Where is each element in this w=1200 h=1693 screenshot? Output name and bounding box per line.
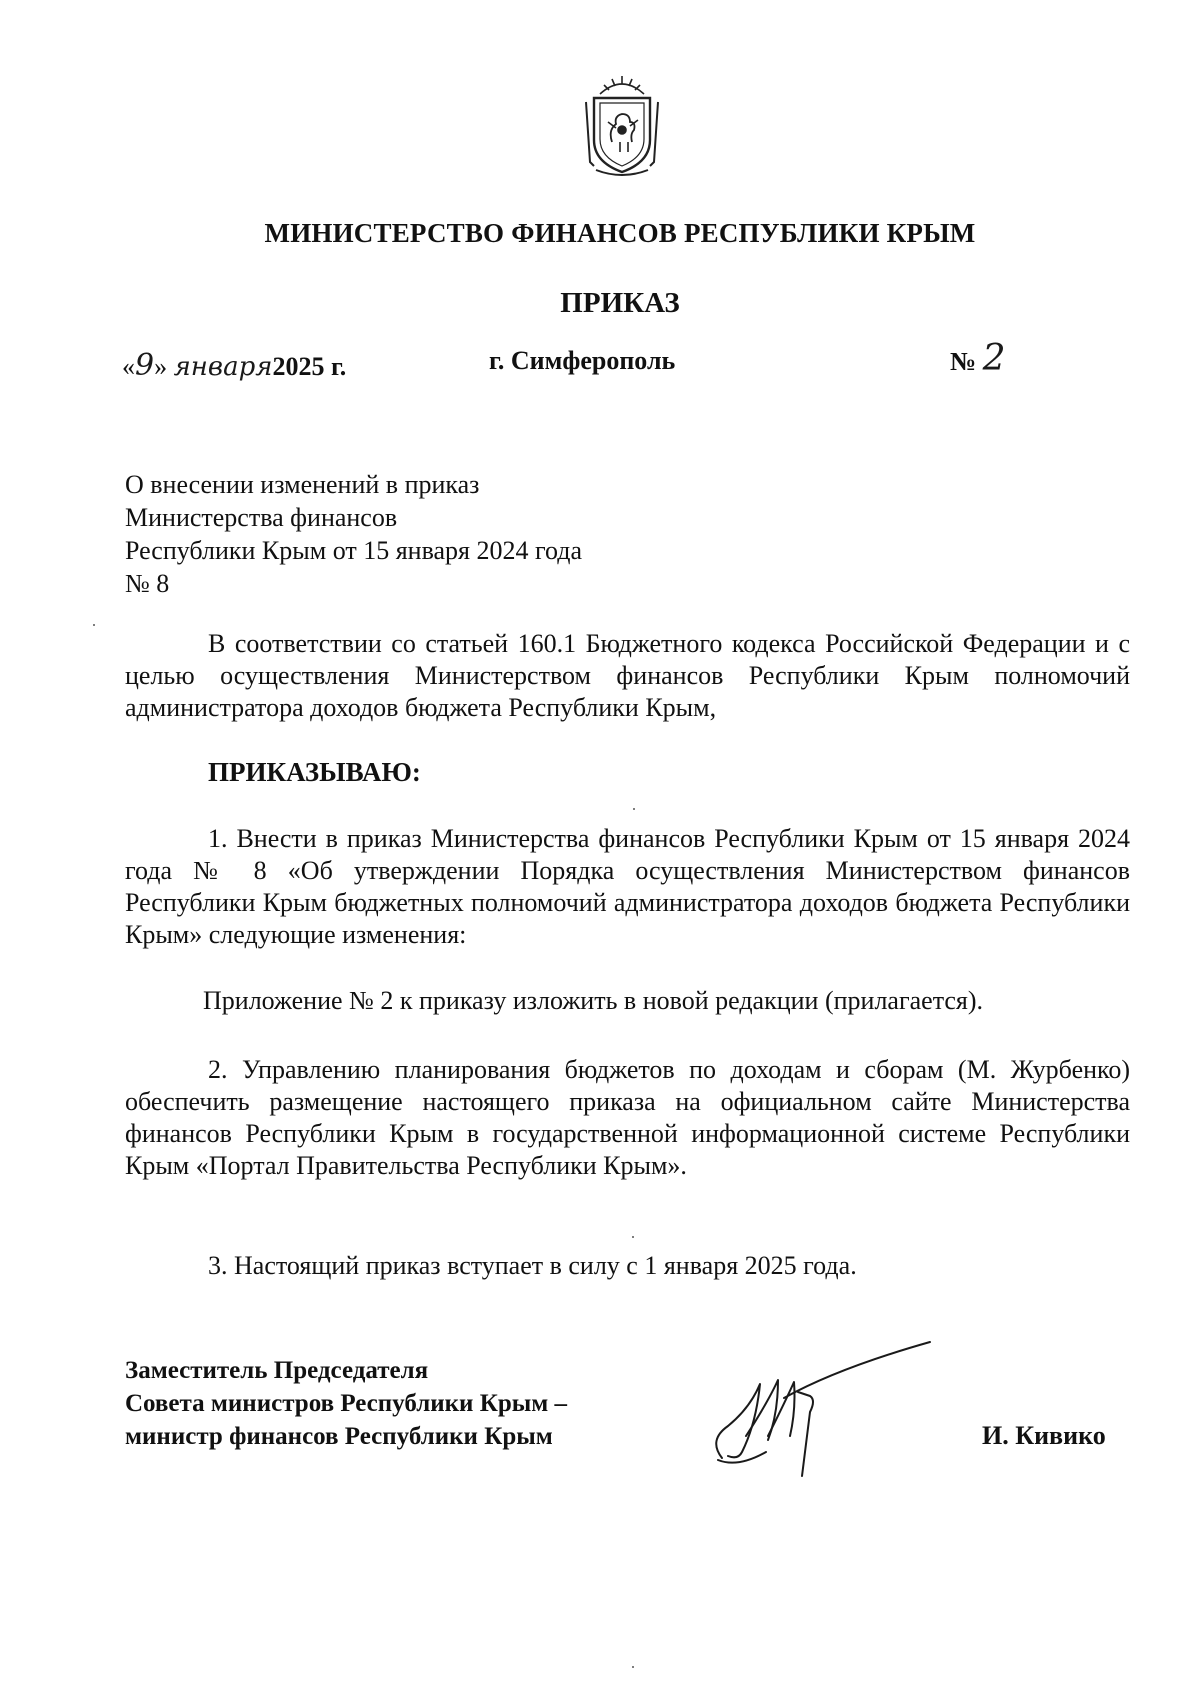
signatory-position-line: Заместитель Председателя [125,1357,429,1384]
scan-speck [632,1666,634,1668]
document-date [122,348,382,383]
item-3-paragraph: 3. Настоящий приказ вступает в силу с 1 января 2025 года. [208,1251,857,1280]
number-value: 2 [982,338,1006,379]
subject-line: № 8 [125,569,170,598]
ministry-name: МИНИСТЕРСТВО ФИНАНСОВ РЕСПУБЛИКИ КРЫМ [264,218,976,248]
document-subject [125,468,582,600]
item-1-subparagraph: Приложение № 2 к приказу изложить в новой редакции (прилагается). [203,986,984,1015]
date-open-quote: « [122,352,135,381]
scan-speck [633,808,635,810]
order-heading: ПРИКАЗЫВАЮ: [208,757,421,787]
date-day: 9 [135,348,155,383]
document-type: ПРИКАЗ [560,287,680,319]
item-1-paragraph: 1. Внести в приказ Министерства финансов Республики Крым от 15 января 2024 года № 8 «Об утверждении Порядка осуществления Министерством финансов Республики Крым бюджетных полномочий администратора доходов бюджета Республики Крым» следующие изменения: [125,824,1130,949]
crimea-coat-of-arms-icon [578,70,666,180]
date-month: января [173,352,273,382]
subject-line: Министерства финансов [125,503,398,532]
scan-speck [93,624,95,626]
document-number [950,338,1006,379]
scan-speck [632,1236,634,1238]
document-city: г. Симферополь [489,346,676,375]
preamble-paragraph: В соответствии со статьей 160.1 Бюджетного кодекса Российской Федерации и с целью осуществления Министерством финансов Республики Крым полномочий администратора доходов бюджета Республики Крым, [125,629,1130,722]
handwritten-signature [698,1340,938,1490]
item-2-paragraph: 2. Управлению планирования бюджетов по доходам и сборам (М. Журбенко) обеспечить размещение настоящего приказа на официальном сайте Министерства финансов Республики Крым в государственной информационной системе Республики Крым «Портал Правительства Республики Крым». [125,1055,1130,1180]
signatory-position [125,1354,567,1453]
number-label: № [950,347,977,376]
subject-line: О внесении изменений в приказ [125,470,480,499]
signatory-position-line: Совета министров Республики Крым – [125,1390,568,1417]
subject-line: Республики Крым от 15 января 2024 года [125,536,583,565]
date-year-suffix: г. [330,352,347,381]
signatory-name: И. Кивико [982,1421,1106,1450]
date-close-quote: » [154,352,168,381]
date-year: 2025 [272,352,325,381]
signatory-position-line: министр финансов Республики Крым [125,1423,553,1450]
